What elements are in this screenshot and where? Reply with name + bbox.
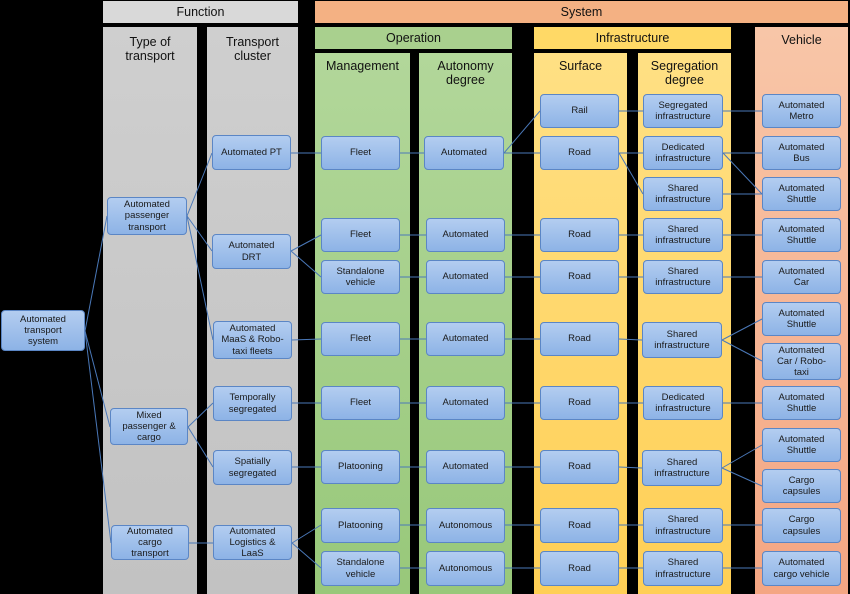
connector-line [85, 331, 111, 543]
autonomy-node: Automated [426, 218, 505, 252]
connector-line [292, 339, 321, 340]
autonomy-node: Autonomous [426, 508, 505, 543]
vehicle-node: Automated Shuttle [762, 302, 841, 336]
segregation-node: Shared infrastructure [642, 450, 722, 486]
vehicle-node: Cargo capsules [762, 508, 841, 543]
cluster-node: Automated Logistics & LaaS [213, 525, 292, 560]
segregation-node: Shared infrastructure [643, 551, 723, 586]
management-node: Fleet [321, 136, 400, 170]
segregation-node: Shared infrastructure [643, 177, 723, 211]
autonomy-node: Automated [424, 136, 504, 170]
type-node: Mixed passenger & cargo [110, 408, 188, 445]
transport-cluster-header: Transport cluster [225, 34, 280, 63]
connector-line [291, 251, 321, 277]
connector-line [619, 467, 642, 468]
connector-line [619, 153, 643, 194]
connector-line [723, 153, 762, 194]
system-header: System [315, 1, 848, 23]
connector-line [85, 331, 110, 427]
operation-header: Operation [315, 27, 512, 49]
cluster-node: Temporally segregated [213, 386, 292, 421]
vehicle-node: Automated Shuttle [762, 218, 841, 252]
segregation-node: Shared infrastructure [643, 218, 723, 252]
connector-line [187, 153, 212, 216]
function-header: Function [103, 1, 298, 23]
connector-line [292, 543, 321, 568]
vehicle-node: Automated Car [762, 260, 841, 294]
management-node: Fleet [321, 218, 400, 252]
type-node: Automated cargo transport [111, 525, 189, 560]
management-header: Management [326, 58, 399, 73]
vehicle-header: Vehicle [781, 32, 822, 47]
vehicle-node: Automated Metro [762, 94, 841, 128]
surface-header: Surface [558, 58, 603, 73]
connector-line [291, 235, 321, 251]
cluster-node: Spatially segregated [213, 450, 292, 485]
connector-line [292, 525, 321, 543]
vehicle-node: Automated Car / Robo- taxi [762, 343, 841, 380]
segregation-node: Shared infrastructure [642, 322, 722, 358]
surface-node: Road [540, 450, 619, 484]
vehicle-node: Automated Shuttle [762, 428, 841, 462]
management-node: Platooning [321, 450, 400, 484]
segregation-node: Dedicated infrastructure [643, 386, 723, 420]
autonomy-node: Automated [426, 386, 505, 420]
surface-node: Road [540, 386, 619, 420]
autonomy-node: Automated [426, 322, 505, 356]
connector-line [722, 340, 762, 361]
segregation-node: Dedicated infrastructure [643, 136, 723, 170]
segregation-node: Shared infrastructure [643, 260, 723, 294]
infrastructure-header: Infrastructure [534, 27, 731, 49]
management-node: Fleet [321, 322, 400, 356]
management-node: Platooning [321, 508, 400, 543]
surface-node: Road [540, 322, 619, 356]
connector-line [722, 319, 762, 340]
autonomy-node: Automated [426, 260, 505, 294]
connector-line [722, 445, 762, 468]
surface-node: Road [540, 218, 619, 252]
connector-line [504, 111, 540, 153]
segregation-node: Segregated infrastructure [643, 94, 723, 128]
connector-line [188, 427, 213, 467]
management-node: Standalone vehicle [321, 551, 400, 586]
surface-node: Road [540, 260, 619, 294]
type-node: Automated passenger transport [107, 197, 187, 235]
vehicle-node: Automated Bus [762, 136, 841, 170]
connector-line [85, 216, 107, 331]
cluster-node: Automated DRT [212, 234, 291, 269]
surface-node: Rail [540, 94, 619, 128]
type-of-transport-header: Type of transport [125, 34, 175, 63]
connector-line [619, 339, 642, 340]
segregation-node: Shared infrastructure [643, 508, 723, 543]
connector-line [188, 403, 213, 427]
root-node: Automated transport system [1, 310, 85, 351]
autonomy-node: Automated [426, 450, 505, 484]
management-node: Fleet [321, 386, 400, 420]
connector-line [722, 468, 762, 486]
segregation-degree-header: Segregation degree [650, 58, 719, 87]
management-node: Standalone vehicle [321, 260, 400, 294]
surface-node: Road [540, 136, 619, 170]
vehicle-node: Automated Shuttle [762, 177, 841, 211]
cluster-node: Automated MaaS & Robo- taxi fleets [213, 321, 292, 359]
vehicle-node: Automated Shuttle [762, 386, 841, 420]
autonomy-degree-header: Autonomy degree [437, 58, 494, 87]
autonomy-node: Autonomous [426, 551, 505, 586]
cluster-node: Automated PT [212, 135, 291, 170]
vehicle-node: Cargo capsules [762, 469, 841, 503]
vehicle-node: Automated cargo vehicle [762, 551, 841, 586]
surface-node: Road [540, 508, 619, 543]
surface-node: Road [540, 551, 619, 586]
